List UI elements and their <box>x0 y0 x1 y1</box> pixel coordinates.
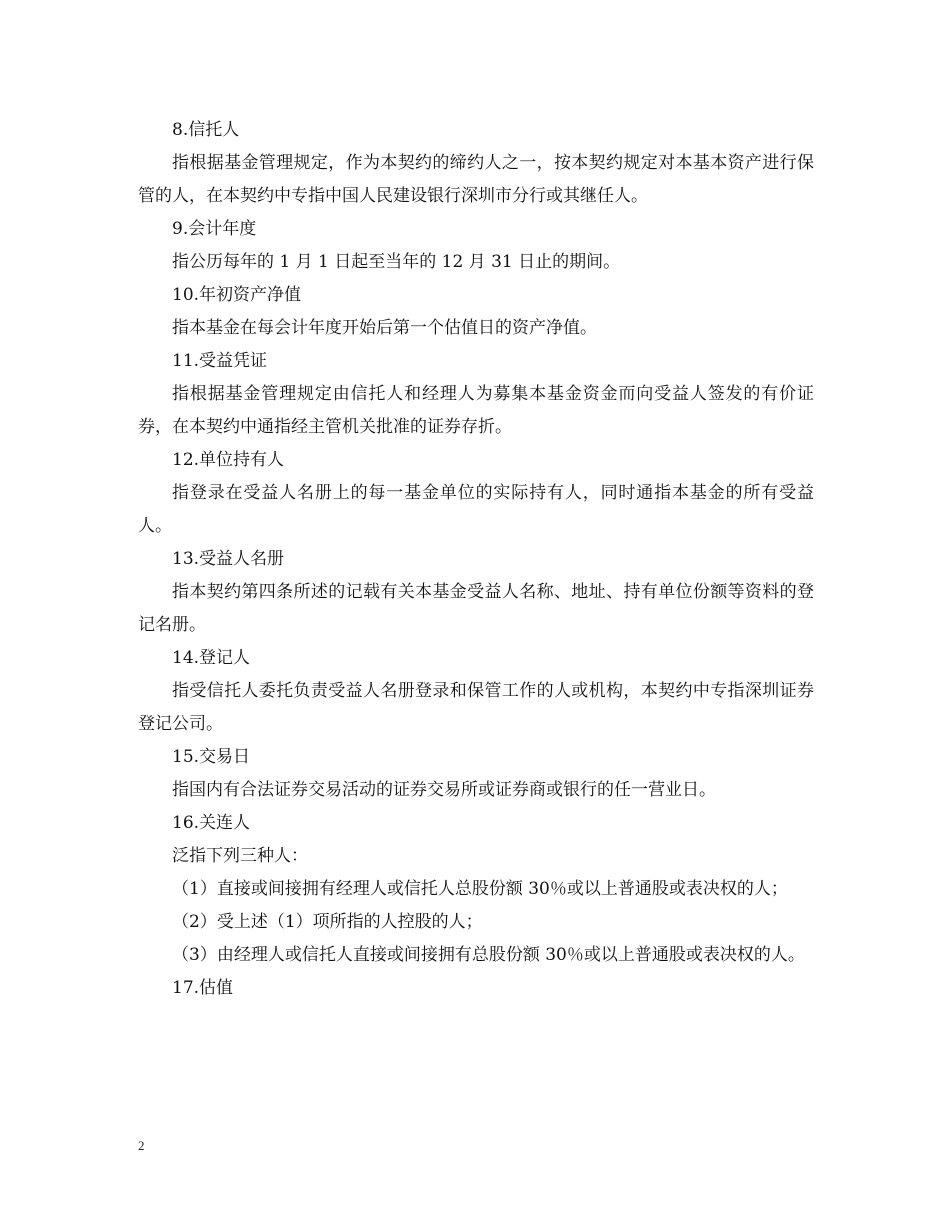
section-heading-valuation: 17.估值 <box>172 978 234 998</box>
section-heading-beneficiary-register: 13.受益人名册 <box>172 549 285 569</box>
section-heading-beneficiary-certificate: 11.受益凭证 <box>172 351 268 371</box>
paragraph: 指本基金在每会计年度开始后第一个估值日的资产净值。 <box>172 318 597 338</box>
section-heading-initial-net-assets: 10.年初资产净值 <box>172 285 302 305</box>
page-number: 2 <box>138 1138 145 1153</box>
paragraph: 指国内有合法证券交易活动的证券交易所或证券商或银行的任一营业日。 <box>172 780 716 800</box>
section-heading-accounting-year: 9.会计年度 <box>172 219 257 239</box>
document-body <box>138 114 814 1005</box>
list-item: （2）受上述（1）项所指的人控股的人； <box>172 912 483 932</box>
paragraph: 泛指下列三种人： <box>172 846 308 866</box>
section-heading-unit-holder: 12.单位持有人 <box>172 450 285 470</box>
paragraph: 指公历每年的 1 月 1 日起至当年的 12 月 31 日止的期间。 <box>172 252 621 272</box>
list-item: （1）直接或间接拥有经理人或信托人总股份额 30％或以上普通股或表决权的人； <box>172 879 788 899</box>
paragraph: 指本契约第四条所述的记载有关本基金受益人名称、地址、持有单位份额等资料的登记名册。 <box>138 582 814 635</box>
section-heading-connected-person: 16.关连人 <box>172 813 251 833</box>
section-heading-trading-day: 15.交易日 <box>172 747 251 767</box>
paragraph: 指受信托人委托负责受益人名册登录和保管工作的人或机构，本契约中专指深圳证券登记公司。 <box>138 681 814 734</box>
section-heading-registrar: 14.登记人 <box>172 648 251 668</box>
paragraph: 指登录在受益人名册上的每一基金单位的实际持有人，同时通指本基金的所有受益人。 <box>138 483 814 536</box>
paragraph: 指根据基金管理规定，作为本契约的缔约人之一，按本契约规定对本基本资产进行保管的人，在本契约中专指中国人民建设银行深圳市分行或其继任人。 <box>138 153 814 206</box>
section-heading-trustee: 8.信托人 <box>172 120 240 140</box>
list-item: （3）由经理人或信托人直接或间接拥有总股份额 30％或以上普通股或表决权的人。 <box>172 945 805 965</box>
paragraph: 指根据基金管理规定由信托人和经理人为募集本基金资金而向受益人签发的有价证券，在本契约中通指经主管机关批准的证券存折。 <box>138 384 814 437</box>
